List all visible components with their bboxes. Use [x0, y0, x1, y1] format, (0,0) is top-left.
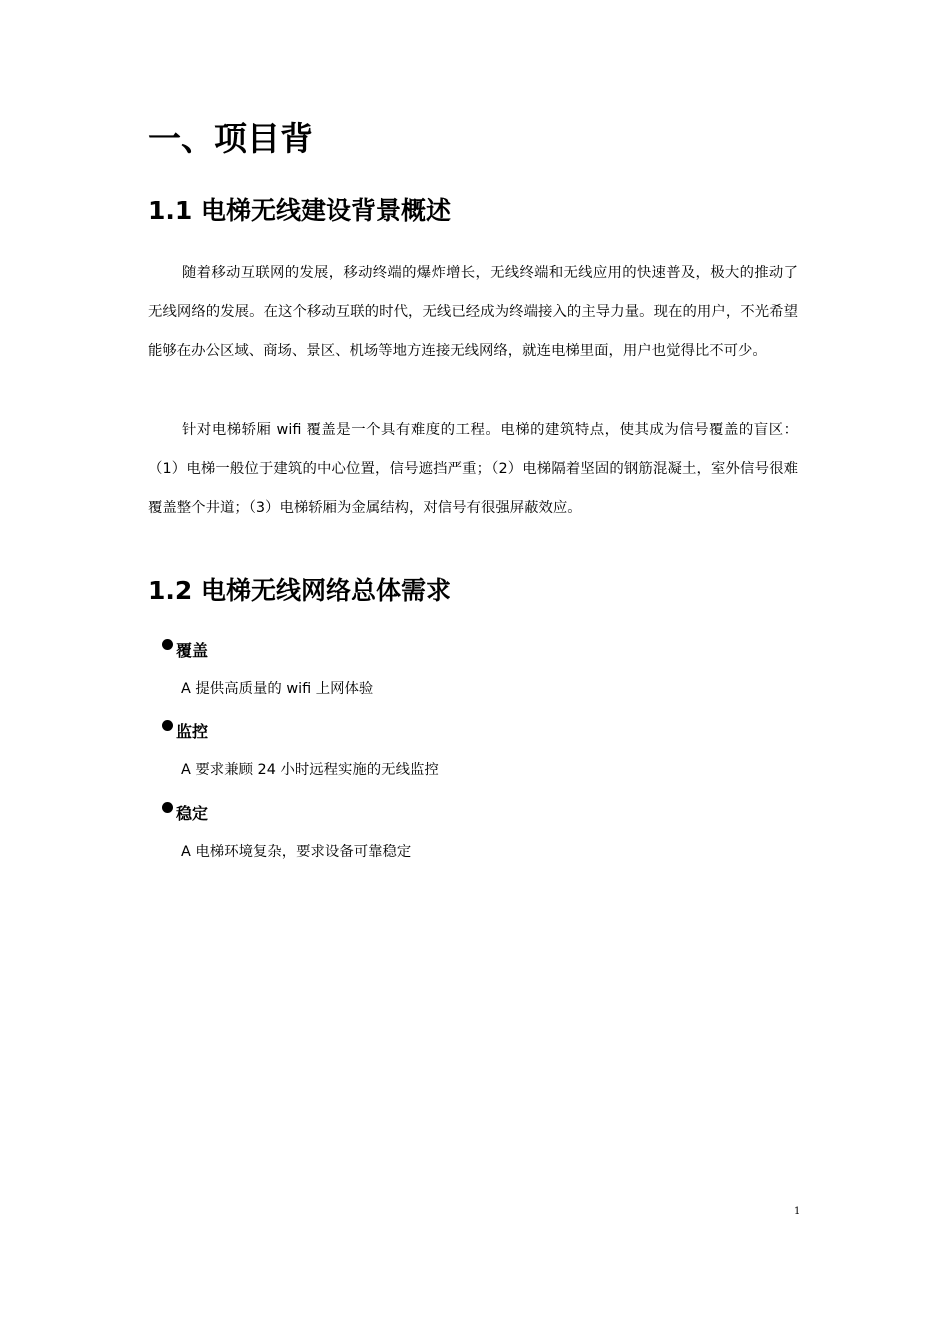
- chapter-title: 一、项目背: [148, 119, 313, 158]
- bullet-icon: [162, 802, 173, 813]
- bullet-icon: [162, 639, 173, 650]
- requirement-description: A 提供高质量的 wifi 上网体验: [181, 681, 374, 697]
- requirement-description: A 电梯环境复杂，要求设备可靠稳定: [181, 844, 412, 860]
- section-heading-background: 1.1 电梯无线建设背景概述: [148, 196, 451, 225]
- background-paragraph-1: 随着移动互联网的发展，移动终端的爆炸增长，无线终端和无线应用的快速普及，极大的推动了无线网络的发展。在这个移动互联的时代，无线已经成为终端接入的主导力量。现在的用户，不光希望能够在办公区域、商场、景区、机场等地方连接无线网络，就连电梯里面，用户也觉得比不可少。: [148, 265, 798, 359]
- requirement-title: 覆盖: [176, 641, 209, 660]
- background-paragraph-2: 针对电梯轿厢 wifi 覆盖是一个具有难度的工程。电梯的建筑特点，使其成为信号覆盖的盲区：（1）电梯一般位于建筑的中心位置，信号遮挡严重；（2）电梯隔着坚固的钢筋混凝土，室外信号很难覆盖整个井道；（3）电梯轿厢为金属结构，对信号有很强屏蔽效应。: [148, 422, 798, 516]
- page-number: 1: [794, 1206, 801, 1217]
- requirement-description: A 要求兼顾 24 小时远程实施的无线监控: [181, 762, 439, 778]
- requirement-title: 监控: [176, 722, 209, 741]
- section-heading-requirements: 1.2 电梯无线网络总体需求: [148, 576, 451, 605]
- bullet-icon: [162, 720, 173, 731]
- requirement-title: 稳定: [176, 804, 209, 823]
